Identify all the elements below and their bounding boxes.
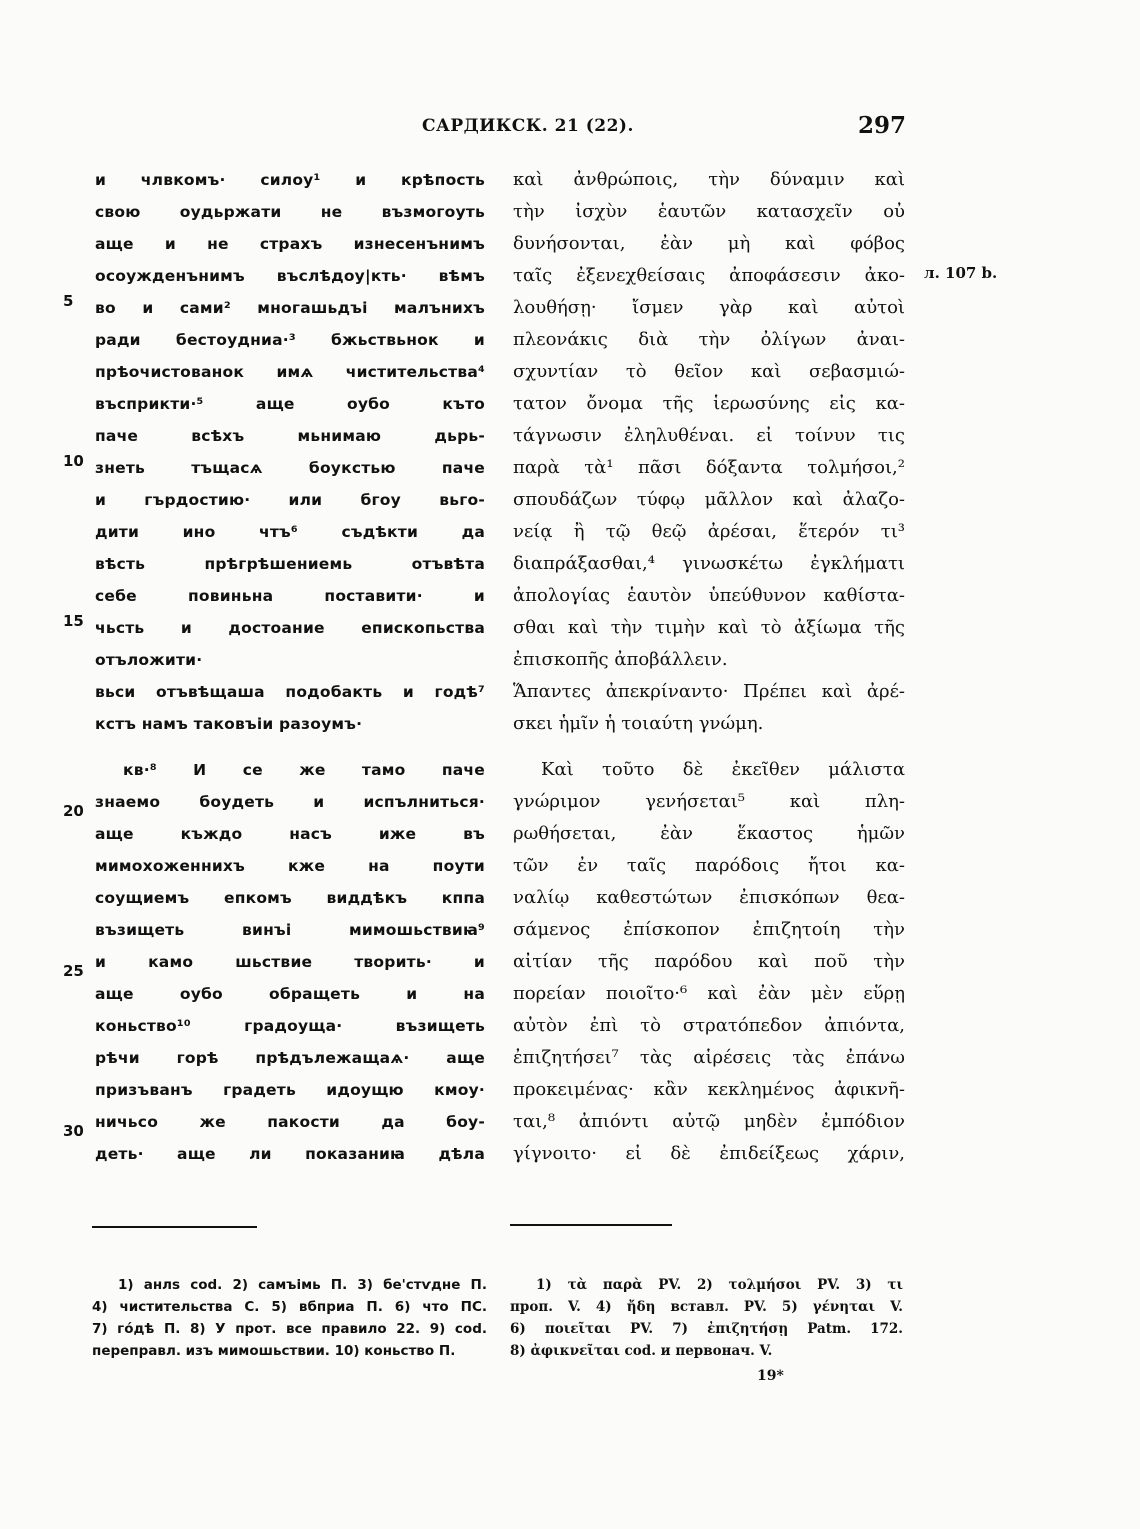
slavonic-line: свою оудьржати не възмогоуть	[95, 203, 485, 221]
footnote-rule-right	[510, 1224, 672, 1226]
footnote-line: 7) го́дѣ П. 8) У прот. все правило 22. 9) cod.	[92, 1321, 487, 1337]
greek-line: σάμενος ἐπίσκοπον ἐπιζητοίη τὴν	[513, 919, 905, 940]
line-number-25: 25	[63, 962, 84, 980]
slavonic-line: знаемо боудеть и испълниться·	[95, 793, 485, 811]
running-title: САРДИКСК. 21 (22).	[422, 116, 634, 136]
greek-column	[513, 164, 905, 1170]
footnote-rule-left	[92, 1226, 257, 1228]
footnotes-left	[92, 1274, 487, 1362]
slavonic-line: и гърдостию· или бгоу вьго-	[95, 491, 485, 509]
slavonic-line: знеть тъщасѧ боукстью паче	[95, 459, 485, 477]
slavonic-line: рѣчи горѣ прѣдълежащаѧ· аще	[95, 1049, 485, 1067]
slavonic-line: соущиемъ епкомъ виддѣкъ кппа	[95, 889, 485, 907]
greek-line: Ἅπαντες ἀπεκρίναντο· Πρέπει καὶ ἀρέ-	[513, 681, 905, 702]
greek-line: τατον ὄνομα τῆς ἱερωσύνης εἰς κα-	[513, 393, 905, 414]
line-number-20: 20	[63, 802, 84, 820]
slavonic-line: прѣочистованок имѧ чистительства⁴	[95, 363, 485, 381]
line-number-30: 30	[63, 1122, 84, 1140]
slavonic-line: вѣсть прѣгрѣшениемь отъвѣта	[95, 555, 485, 573]
slavonic-line: коньство¹⁰ градоуща· възищеть	[95, 1017, 485, 1035]
footnote-line: 4) чистительства С. 5) вбприа П. 6) что ПС.	[92, 1299, 487, 1315]
footnote-line: 1) анлѕ cod. 2) самъімь П. 3) бе'стѵдне П.	[118, 1277, 487, 1293]
slavonic-canon-heading-line: кв·⁸ И се же тамо паче	[123, 761, 485, 779]
slavonic-line: деть· аще ли показаниꙗ дѣла	[95, 1145, 485, 1163]
slavonic-line: ради бестоудниа·³ бжьствьнок и	[95, 331, 485, 349]
greek-line: ἀπολογίας ἑαυτὸν ὑπεύθυνον καθίστα-	[513, 585, 905, 606]
greek-line: τὴν ἰσχὺν ἑαυτῶν κατασχεῖν οὐ	[513, 201, 905, 222]
slavonic-line: во и сами² многашьдъі малънихъ	[95, 299, 485, 317]
slavonic-line: възищеть винъі мимошьствиꙗ⁹	[95, 921, 485, 939]
signature-mark: 19*	[757, 1368, 784, 1384]
greek-line: δυνήσονται, ἐὰν μὴ καὶ φόβος	[513, 233, 905, 254]
slavonic-line: отъложити·	[95, 651, 203, 669]
slavonic-line: себе повиньна поставити· и	[95, 587, 485, 605]
greek-line: ρωθήσεται, ἐὰν ἕκαστος ἡμῶν	[513, 823, 905, 844]
greek-line: ναλίῳ καθεστώτων ἐπισκόπων θεα-	[513, 887, 905, 908]
slavonic-line: ничьсо же пакости да боу-	[95, 1113, 485, 1131]
slavonic-line: въсприкти·⁵ аще оубо къто	[95, 395, 485, 413]
greek-line: γνώριμον γενήσεται⁵ καὶ πλη-	[513, 791, 905, 812]
slavonic-line: дити ино чтъ⁶ съдѣкти да	[95, 523, 485, 541]
footnote-line: проп. V. 4) ἤδη вставл. PV. 5) γένηται V.	[510, 1299, 903, 1315]
greek-line: πορείαν ποιοῖτο·⁶ καὶ ἐὰν μὲν εὕρῃ	[513, 983, 905, 1004]
greek-line: διαπράξασθαι,⁴ γινωσκέτω ἐγκλήματι	[513, 553, 905, 574]
greek-line: νείᾳ ἢ τῷ θεῷ ἀρέσαι, ἕτερόν τι³	[513, 521, 905, 542]
greek-line: παρὰ τὰ¹ πᾶσι δόξαντα τολμήσοι,²	[513, 457, 905, 478]
greek-line: τάγνωσιν ἐληλυθέναι. εἰ τοίνυν τις	[513, 425, 905, 446]
greek-line: γίγνοιτο· εἰ δὲ ἐπιδείξεως χάριν,	[513, 1143, 905, 1164]
greek-canon-first-line: Καὶ τοῦτο δὲ ἐκεῖθεν μάλιστα	[541, 759, 905, 780]
slavonic-line: паче всѣхъ мьнимаю дьрь-	[95, 427, 485, 445]
greek-line: αἰτίαν τῆς παρόδου καὶ ποῦ τὴν	[513, 951, 905, 972]
greek-line: ταῖς ἐξενεχθείσαις ἀποφάσεσιν ἀκο-	[513, 265, 905, 286]
page-header	[0, 112, 1140, 146]
line-number-15: 15	[63, 612, 84, 630]
slavonic-line: вьси отъвѣщаша подобакть и годѣ⁷	[95, 683, 485, 701]
slavonic-line: мимохоженнихъ кже на поути	[95, 857, 485, 875]
greek-line: αὐτὸν ἐπὶ τὸ στρατόπεδον ἀπιόντα,	[513, 1015, 905, 1036]
footnotes-right	[510, 1274, 903, 1362]
slavonic-line: аще оубо обращеть и на	[95, 985, 485, 1003]
greek-line: προκειμένας· κἂν κεκλημένος ἀφικνῆ-	[513, 1079, 905, 1100]
greek-line: λουθήσῃ· ἴσμεν γὰρ καὶ αὐτοὶ	[513, 297, 905, 318]
slavonic-line: и камо шьствие творить· и	[95, 953, 485, 971]
footnote-line: переправл. изъ мимошьствии. 10) коньство П.	[92, 1343, 456, 1359]
greek-line: σχυντίαν τὸ θεῖον καὶ σεβασμιώ-	[513, 361, 905, 382]
footnote-line: 6) ποιεῖται PV. 7) ἐπιζητήσῃ Patm. 172.	[510, 1321, 903, 1337]
greek-line: ἐπιζητήσει⁷ τὰς αἱρέσεις τὰς ἐπάνω	[513, 1047, 905, 1068]
greek-line: τῶν ἐν ταῖς παρόδοις ἤτοι κα-	[513, 855, 905, 876]
greek-line: σκει ἡμῖν ἡ τοιαύτη γνώμη.	[513, 713, 764, 734]
slavonic-line: осоужденънимъ въслѣдоу|кть· вѣмъ	[95, 267, 485, 285]
greek-line: καὶ ἀνθρώποις, τὴν δύναμιν καὶ	[513, 169, 905, 190]
greek-line: ται,⁸ ἀπιόντι αὐτῷ μηδὲν ἐμπόδιον	[513, 1111, 905, 1132]
footnote-line: 8) ἀφικνεῖται cod. и первонач. V.	[510, 1343, 773, 1359]
slavonic-line: аще и не страхъ изнесенънимъ	[95, 235, 485, 253]
slavonic-line: и члвкомъ· силоу¹ и крѣпость	[95, 171, 485, 189]
slavonic-line: призъванъ градеть идоущю кмоу·	[95, 1081, 485, 1099]
footnote-line: 1) τὰ παρὰ PV. 2) τολμήσοι PV. 3) τι	[536, 1277, 903, 1293]
slavonic-line: аще къждо насъ иже въ	[95, 825, 485, 843]
greek-line: σπουδάζων τύφῳ μᾶλλον καὶ ἀλαζο-	[513, 489, 905, 510]
page-number: 297	[858, 112, 907, 139]
line-number-5: 5	[63, 292, 74, 310]
greek-line: ἐπισκοπῆς ἀποβάλλειν.	[513, 649, 728, 670]
slavonic-line: кстъ намъ таковъіи разоумъ·	[95, 715, 363, 733]
line-number-10: 10	[63, 452, 84, 470]
greek-line: σθαι καὶ τὴν τιμὴν καὶ τὸ ἀξίωμα τῆς	[513, 617, 905, 638]
folio-margin-note: л. 107 b.	[924, 264, 998, 282]
slavonic-column	[95, 164, 485, 1170]
slavonic-line: чьсть и достоание епископьства	[95, 619, 485, 637]
greek-line: πλεονάκις διὰ τὴν ὀλίγων ἀναι-	[513, 329, 905, 350]
